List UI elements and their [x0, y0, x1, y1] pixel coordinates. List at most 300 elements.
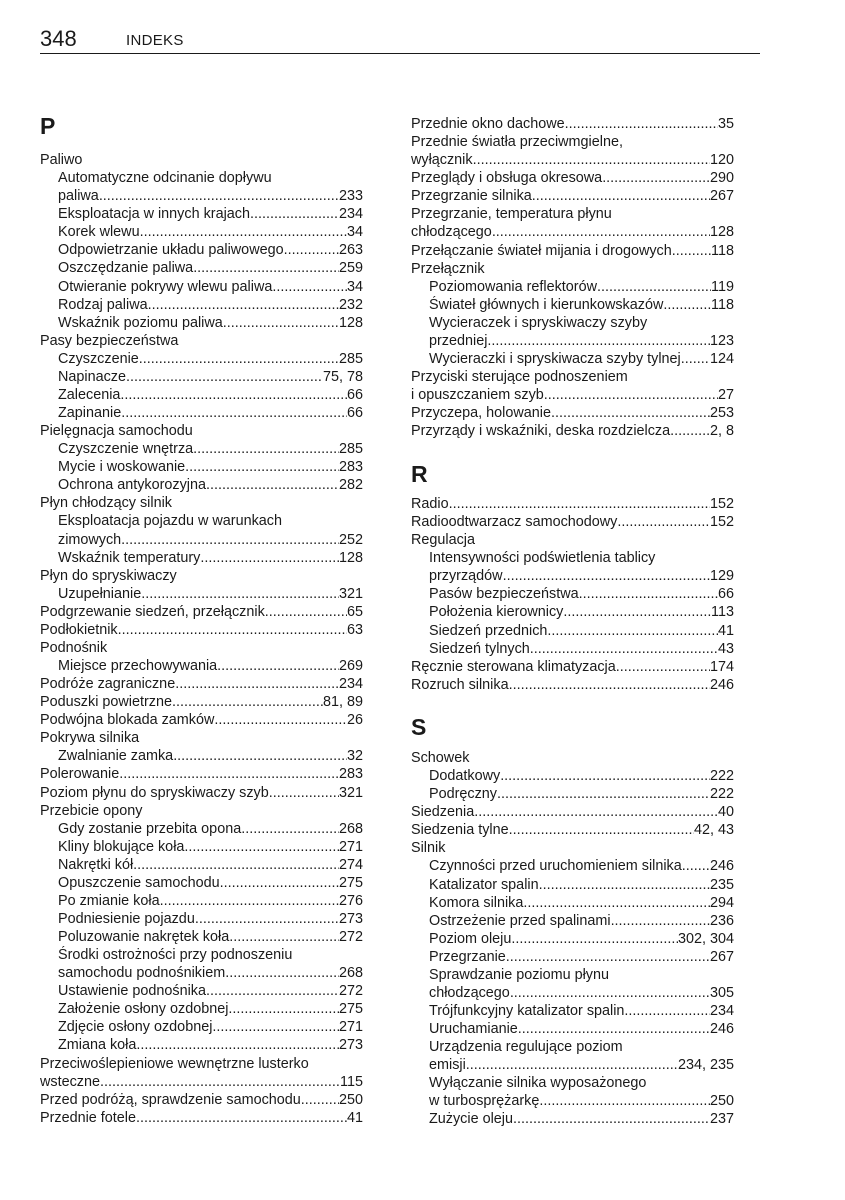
dot-leader — [126, 368, 323, 386]
index-entry — [411, 205, 734, 223]
index-subentry — [58, 314, 363, 332]
dot-leader — [225, 964, 339, 982]
index-subentry — [58, 1018, 363, 1036]
entry-text: paliwa — [58, 188, 99, 205]
dot-leader — [474, 803, 718, 821]
page-reference: 272 — [338, 983, 363, 1000]
dot-leader — [100, 1073, 340, 1091]
index-subentry — [58, 531, 363, 549]
entry-text: emisji — [429, 1057, 466, 1074]
dot-leader — [616, 658, 710, 676]
dot-leader — [121, 404, 347, 422]
entry-text: Gdy zostanie przebita opona — [58, 820, 242, 837]
index-subentry — [58, 476, 363, 494]
entry-text: Przednie fotele — [40, 1109, 136, 1126]
page-reference: 63 — [346, 621, 363, 638]
index-entry — [40, 603, 363, 621]
dot-leader — [160, 892, 339, 910]
index-entry — [411, 187, 734, 205]
entry-text: Czynności przed uruchomieniem silnika — [429, 858, 682, 875]
page-reference: 124 — [709, 350, 734, 367]
entry-text: Pasów bezpieczeństwa — [429, 586, 579, 603]
index-subentry — [58, 928, 363, 946]
index-subentry — [429, 857, 734, 875]
page-reference: 40 — [717, 804, 734, 821]
dot-leader — [272, 278, 347, 296]
page-reference: 65 — [346, 603, 363, 620]
page-reference: 42, 43 — [693, 822, 734, 839]
index-subentry — [429, 314, 734, 332]
page-reference: 27 — [717, 387, 734, 404]
entry-text: Ustawienie podnośnika — [58, 983, 206, 1000]
page-reference: 43 — [717, 640, 734, 657]
entry-text: Siedzenia — [411, 804, 475, 821]
page-reference: 235 — [709, 876, 734, 893]
page-reference: 233 — [338, 188, 363, 205]
page-reference: 129 — [709, 568, 734, 585]
page-reference: 285 — [338, 350, 363, 367]
index-subentry — [429, 332, 734, 350]
index-subentry — [429, 603, 734, 621]
page-reference: 250 — [338, 1091, 363, 1108]
dot-leader — [663, 296, 711, 314]
index-subentry — [429, 549, 734, 567]
page-reference: 271 — [338, 1019, 363, 1036]
index-entry — [40, 1055, 363, 1073]
dot-leader — [509, 676, 710, 694]
index-subentry — [429, 296, 734, 314]
page-reference: 66 — [346, 405, 363, 421]
dot-leader — [141, 585, 339, 603]
index-subentry — [58, 259, 363, 277]
dot-leader — [195, 910, 339, 928]
page-reference: 294 — [709, 894, 734, 911]
index-subentry — [429, 912, 734, 930]
dot-leader — [624, 1002, 710, 1020]
dot-leader — [492, 223, 710, 241]
index-subentry — [58, 440, 363, 458]
index-entry — [411, 404, 734, 422]
dot-leader — [449, 495, 710, 513]
page-reference: 274 — [338, 856, 363, 873]
index-subentry — [58, 169, 363, 187]
entry-text: Intensywności podświetlenia tablicy — [429, 550, 656, 567]
index-subentry — [58, 296, 363, 314]
section-letter-s: S — [411, 714, 427, 740]
entry-text: Poziom oleju — [429, 930, 512, 947]
dot-leader — [510, 984, 710, 1002]
page-reference: 234 — [338, 206, 363, 223]
dot-leader — [121, 531, 339, 549]
entry-text: Podręczny — [429, 786, 497, 803]
page-reference: 222 — [709, 786, 734, 803]
page-reference: 250 — [709, 1093, 734, 1110]
entry-text: Świateł głównych i kierunkowskazów — [429, 296, 664, 313]
index-subentry — [429, 984, 734, 1002]
dot-leader — [487, 332, 710, 350]
entry-text: Urządzenia regulujące poziom — [429, 1039, 623, 1056]
entry-text: Poziomowania reflektorów — [429, 278, 597, 295]
entry-text: Przegrzanie, temperatura płynu — [411, 206, 612, 223]
entry-text: Czyszczenie — [58, 350, 139, 367]
index-subentry — [429, 1110, 734, 1128]
page-reference: 290 — [709, 170, 734, 187]
entry-text: Ochrona antykorozyjna — [58, 477, 206, 494]
entry-text: Ręcznie sterowana klimatyzacja — [411, 658, 616, 675]
index-subentry — [429, 948, 734, 966]
dot-leader — [200, 549, 339, 567]
entry-text: Mycie i woskowanie — [58, 459, 186, 476]
index-subentry — [58, 278, 363, 296]
entry-text: Siedzeń przednich — [429, 622, 548, 639]
entry-text: w turbosprężarkę — [429, 1093, 540, 1110]
page-reference: 237 — [709, 1111, 734, 1128]
page-reference: 285 — [338, 441, 363, 458]
index-entry — [40, 729, 363, 747]
page-reference: 272 — [338, 929, 363, 945]
entry-text: Podróże zagraniczne — [40, 676, 176, 692]
entry-text: Siedzenia tylne — [411, 822, 509, 839]
dot-leader — [206, 476, 339, 494]
index-subentry — [58, 368, 363, 386]
entry-text: Rozruch silnika — [411, 676, 509, 693]
index-subentry — [429, 1002, 734, 1020]
dot-leader — [301, 1091, 339, 1109]
dot-leader — [509, 821, 694, 839]
index-entry — [40, 711, 363, 729]
dot-leader — [193, 259, 339, 277]
page-number: 348 — [40, 26, 77, 51]
index-subentry — [58, 982, 363, 1000]
page-reference: 32 — [346, 748, 363, 765]
page-reference: 123 — [709, 332, 734, 349]
page-reference: 302, 304 — [677, 930, 734, 947]
entry-text: Wskaźnik poziomu paliwa — [58, 314, 223, 331]
dot-leader — [148, 296, 339, 314]
index-subentry — [58, 964, 363, 982]
entry-text: Podgrzewanie siedzeń, przełącznik — [40, 603, 265, 620]
index-entry — [40, 802, 363, 820]
index-entry — [411, 513, 734, 531]
page-reference: 41 — [717, 622, 734, 639]
page-reference: 234, 235 — [677, 1057, 734, 1074]
entry-text: Płyn chłodzący silnik — [40, 495, 172, 512]
index-entry — [411, 133, 734, 151]
page-reference: 34 — [346, 224, 363, 241]
entry-text: Radio — [411, 496, 449, 512]
index-entry — [411, 676, 734, 694]
dot-leader — [220, 874, 339, 892]
page-reference: 34 — [346, 278, 363, 295]
page-reference: 152 — [709, 514, 734, 531]
dot-leader — [284, 241, 339, 259]
index-entry — [411, 223, 734, 241]
index-entry — [411, 495, 734, 513]
dot-leader — [136, 1036, 339, 1054]
index-subentry — [58, 910, 363, 928]
dot-leader — [672, 242, 711, 260]
dot-leader — [518, 1020, 710, 1038]
dot-leader — [241, 820, 339, 838]
page-reference: 267 — [709, 948, 734, 965]
page-reference: 321 — [338, 585, 363, 602]
entry-text: Środki ostrożności przy podnoszeniu — [58, 947, 293, 964]
dot-leader — [173, 747, 347, 765]
entry-text: samochodu podnośnikiem — [58, 965, 226, 982]
index-entry — [411, 749, 734, 767]
index-subentry — [58, 874, 363, 892]
index-subentry — [429, 1074, 734, 1092]
index-subentry — [429, 876, 734, 894]
entry-text: Wycieraczek i spryskiwaczy szyby — [429, 314, 648, 331]
page-reference: 269 — [338, 658, 363, 674]
index-entry — [411, 368, 734, 386]
entry-text: Przyczepa, holowanie — [411, 405, 551, 422]
entry-text: wyłącznik — [411, 152, 473, 169]
index-entry — [411, 260, 734, 278]
entry-text: Eksploatacja pojazdu w warunkach — [58, 513, 282, 530]
index-subentry — [58, 820, 363, 838]
entry-text: Pasy bezpieczeństwa — [40, 332, 179, 349]
page-reference: 253 — [709, 405, 734, 422]
dot-leader — [473, 151, 710, 169]
index-subentry — [429, 1092, 734, 1110]
index-entry — [411, 169, 734, 187]
entry-text: Przełącznik — [411, 260, 485, 277]
entry-text: chłodzącego — [429, 984, 510, 1001]
dot-leader — [120, 386, 347, 404]
page-reference: 128 — [709, 224, 734, 241]
page-reference: 246 — [709, 1021, 734, 1037]
page-reference: 120 — [709, 152, 734, 169]
page-reference: 41 — [346, 1109, 363, 1126]
entry-text: Siedzeń tylnych — [429, 640, 530, 657]
page-reference: 128 — [338, 314, 363, 331]
page-reference: 321 — [338, 784, 363, 801]
dot-leader — [133, 856, 339, 874]
index-subentry — [429, 767, 734, 785]
entry-text: Ostrzeżenie przed spalinami — [429, 912, 611, 929]
index-subentry — [58, 946, 363, 964]
entry-text: Przednie okno dachowe — [411, 116, 565, 132]
section-letter-r: R — [411, 461, 428, 487]
dot-leader — [466, 1056, 678, 1074]
index-entry — [40, 567, 363, 585]
page-reference: 246 — [709, 858, 734, 875]
page-reference: 75, 78 — [322, 368, 363, 385]
index-subentry — [58, 223, 363, 241]
entry-text: Automatyczne odcinanie dopływu — [58, 170, 272, 187]
entry-text: Opuszczenie samochodu — [58, 874, 220, 891]
page-reference: 118 — [711, 296, 734, 313]
dot-leader — [214, 711, 347, 729]
dot-leader — [532, 187, 710, 205]
dot-leader — [602, 169, 710, 187]
index-subentry — [429, 567, 734, 585]
page-reference: 267 — [709, 188, 734, 205]
entry-text: chłodzącego — [411, 224, 492, 241]
page-reference: 234 — [338, 676, 363, 692]
entry-text: Położenia kierownicy — [429, 604, 564, 621]
page-reference: 115 — [340, 1073, 363, 1090]
index-entry — [40, 675, 363, 693]
page-reference: 118 — [711, 242, 734, 259]
dot-leader — [523, 894, 710, 912]
entry-text: Pielęgnacja samochodu — [40, 423, 193, 440]
index-entry — [411, 151, 734, 169]
entry-text: Katalizator spalin — [429, 876, 539, 893]
page-reference: 113 — [711, 604, 734, 621]
entry-text: Silnik — [411, 840, 446, 857]
page-reference: 222 — [709, 768, 734, 785]
index-entry — [40, 332, 363, 350]
dot-leader — [597, 278, 711, 296]
entry-text: zimowych — [58, 531, 122, 548]
entry-text: Dodatkowy — [429, 768, 501, 785]
page-reference: 66 — [346, 386, 363, 403]
index-subentry — [58, 549, 363, 567]
dot-leader — [223, 314, 339, 332]
page-reference: 81, 89 — [322, 694, 363, 711]
page-reference: 119 — [711, 278, 734, 295]
entry-text: Przeglądy i obsługa okresowa — [411, 170, 603, 187]
index-subentry — [429, 585, 734, 603]
index-entry — [411, 531, 734, 549]
index-subentry — [58, 585, 363, 603]
dot-leader — [500, 767, 710, 785]
dot-leader — [539, 876, 710, 894]
entry-text: Pokrywa silnika — [40, 730, 140, 747]
index-entry — [40, 765, 363, 783]
index-subentry — [58, 747, 363, 765]
index-subentry — [58, 657, 363, 675]
page-reference: 174 — [709, 658, 734, 675]
dot-leader — [265, 603, 347, 621]
page-reference: 35 — [717, 116, 734, 132]
entry-text: Nakrętki kół — [58, 856, 134, 873]
dot-leader — [185, 458, 339, 476]
index-entry — [40, 422, 363, 440]
dot-leader — [118, 621, 347, 639]
page-reference: 283 — [338, 766, 363, 783]
entry-text: Przegrzanie — [429, 948, 506, 965]
entry-text: Kliny blokujące koła — [58, 838, 185, 855]
dot-leader — [513, 1110, 710, 1128]
entry-text: Zdjęcie osłony ozdobnej — [58, 1019, 213, 1036]
index-subentry — [58, 404, 363, 422]
dot-leader — [140, 223, 347, 241]
entry-text: Przed podróżą, sprawdzenie samochodu — [40, 1091, 301, 1108]
dot-leader — [563, 603, 711, 621]
page-reference: 152 — [709, 496, 734, 512]
entry-text: Zużycie oleju — [429, 1111, 513, 1128]
dot-leader — [682, 857, 710, 875]
index-subentry — [58, 1000, 363, 1018]
entry-text: Otwieranie pokrywy wlewu paliwa — [58, 278, 273, 295]
section-letter-p: P — [40, 113, 56, 139]
dot-leader — [250, 205, 339, 223]
dot-leader — [212, 1018, 339, 1036]
entry-text: Przyciski sterujące podnoszeniem — [411, 369, 628, 385]
dot-leader — [139, 350, 339, 368]
index-subentry — [429, 930, 734, 948]
page-reference: 276 — [338, 892, 363, 909]
entry-text: Regulacja — [411, 532, 475, 549]
entry-text: Po zmianie koła — [58, 892, 160, 909]
entry-text: Zalecenia — [58, 386, 121, 403]
page-reference: 282 — [338, 477, 363, 494]
index-subentry — [429, 622, 734, 640]
entry-text: Podnośnik — [40, 639, 108, 656]
dot-leader — [681, 350, 710, 368]
index-subentry — [58, 1036, 363, 1054]
entry-text: Poziom płynu do spryskiwaczy szyb — [40, 784, 269, 801]
dot-leader — [565, 115, 718, 133]
page-reference: 268 — [338, 820, 363, 837]
index-subentry — [58, 241, 363, 259]
dot-leader — [228, 1000, 339, 1018]
page-reference: 2, 8 — [709, 423, 734, 440]
entry-text: Podłokietnik — [40, 621, 118, 638]
dot-leader — [229, 928, 339, 946]
page-reference: 246 — [709, 676, 734, 693]
entry-text: Przeciwoślepieniowe wewnętrzne lusterko — [40, 1055, 309, 1072]
dot-leader — [579, 585, 718, 603]
index-subentry — [429, 966, 734, 984]
index-subentry — [429, 278, 734, 296]
index-subentry — [58, 838, 363, 856]
dot-leader — [544, 386, 718, 404]
index-entry — [40, 151, 363, 169]
entry-text: Sprawdzanie poziomu płynu — [429, 966, 609, 983]
dot-leader — [530, 640, 718, 658]
index-entry — [40, 693, 363, 711]
entry-text: Komora silnika — [429, 894, 524, 911]
entry-text: Schowek — [411, 750, 470, 766]
dot-leader — [497, 785, 710, 803]
entry-text: Założenie osłony ozdobnej — [58, 1001, 229, 1018]
dot-leader — [670, 422, 710, 440]
page-reference: 234 — [709, 1003, 734, 1019]
entry-text: i opuszczaniem szyb — [411, 387, 544, 404]
page-reference: 271 — [338, 838, 363, 855]
entry-text: przedniej — [429, 332, 488, 349]
entry-text: Przebicie opony — [40, 802, 143, 819]
entry-text: Korek wlewu — [58, 224, 140, 241]
index-entry — [40, 621, 363, 639]
index-subentry — [429, 1038, 734, 1056]
entry-text: Czyszczenie wnętrza — [58, 441, 194, 458]
dot-leader — [617, 513, 710, 531]
entry-text: przyrządów — [429, 568, 503, 585]
index-subentry — [58, 205, 363, 223]
entry-text: Uruchamianie — [429, 1021, 518, 1037]
entry-text: Polerowanie — [40, 766, 120, 783]
entry-text: Wskaźnik temperatury — [58, 549, 201, 566]
entry-text: Wycieraczki i spryskiwacza szyby tylnej — [429, 350, 681, 367]
entry-text: Przednie światła przeciwmgielne, — [411, 134, 623, 151]
dot-leader — [206, 982, 339, 1000]
page-reference: 259 — [338, 260, 363, 277]
entry-text: Zapinanie — [58, 405, 122, 421]
index-subentry — [58, 187, 363, 205]
entry-text: Zwalnianie zamka — [58, 748, 174, 765]
dot-leader — [193, 440, 339, 458]
index-entry — [411, 839, 734, 857]
index-entry — [411, 821, 734, 839]
entry-text: Eksploatacja w innych krajach — [58, 206, 250, 223]
entry-text: Przegrzanie silnika — [411, 188, 532, 205]
